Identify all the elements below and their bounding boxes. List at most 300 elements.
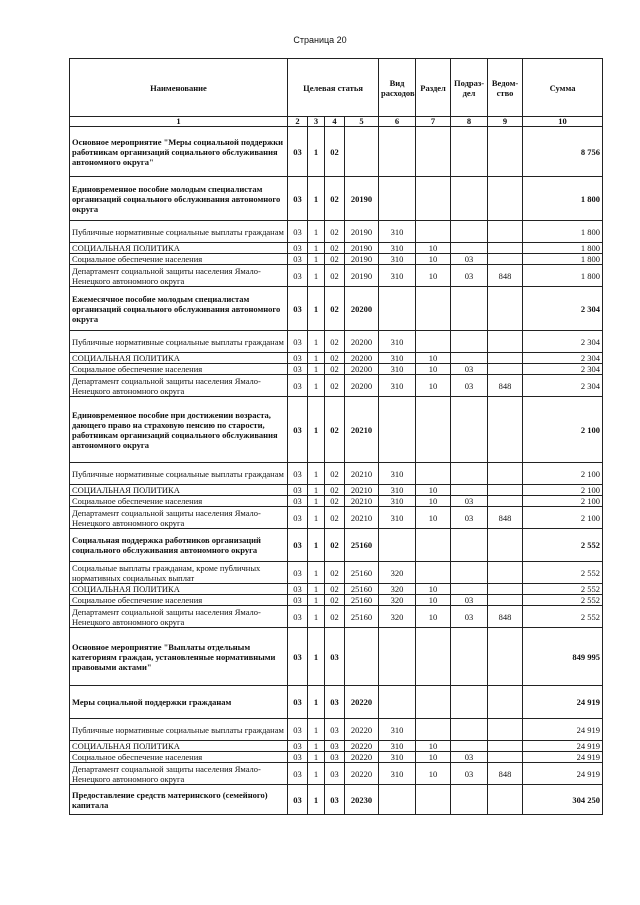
row-name: Социальное обеспечение населения xyxy=(70,364,288,375)
table-row xyxy=(70,485,603,496)
vedomstvo-cell xyxy=(488,529,523,562)
row-name: СОЦИАЛЬНАЯ ПОЛИТИКА xyxy=(70,741,288,752)
row-name: Социальная поддержка работников организаций социального обслуживания автономного округа xyxy=(70,529,288,562)
target-code-part: 03 xyxy=(288,364,308,375)
target-code-part: 1 xyxy=(308,375,325,397)
podrazdel-cell xyxy=(451,628,488,686)
target-code-part: 1 xyxy=(308,287,325,331)
row-name: СОЦИАЛЬНАЯ ПОЛИТИКА xyxy=(70,243,288,254)
target-code-part: 02 xyxy=(325,127,345,177)
vid-cell: 310 xyxy=(379,375,416,397)
target-code-part: 03 xyxy=(325,628,345,686)
table-row xyxy=(70,606,603,628)
row-name: Публичные нормативные социальные выплаты гражданам xyxy=(70,719,288,741)
razdel-cell xyxy=(416,177,451,221)
sum-cell: 1 800 xyxy=(523,221,603,243)
row-name: Социальные выплаты гражданам, кроме публичных нормативных социальных выплат xyxy=(70,562,288,584)
vid-cell: 320 xyxy=(379,595,416,606)
target-code-part: 03 xyxy=(288,353,308,364)
sum-cell: 24 919 xyxy=(523,719,603,741)
target-code-part: 03 xyxy=(288,719,308,741)
target-code-part: 02 xyxy=(325,287,345,331)
table-row xyxy=(70,353,603,364)
table-row xyxy=(70,686,603,719)
target-code-part: 20190 xyxy=(345,177,379,221)
vid-cell xyxy=(379,686,416,719)
target-code-part: 20220 xyxy=(345,686,379,719)
razdel-cell: 10 xyxy=(416,595,451,606)
razdel-cell: 10 xyxy=(416,364,451,375)
target-code-part: 1 xyxy=(308,353,325,364)
vid-cell xyxy=(379,397,416,463)
sum-cell: 2 100 xyxy=(523,485,603,496)
target-code-part: 03 xyxy=(288,529,308,562)
razdel-cell: 10 xyxy=(416,496,451,507)
target-code-part: 03 xyxy=(325,686,345,719)
target-code-part: 03 xyxy=(288,496,308,507)
razdel-cell xyxy=(416,221,451,243)
target-code-part: 03 xyxy=(325,741,345,752)
target-code-part: 03 xyxy=(288,177,308,221)
row-name: Основное мероприятие "Выплаты отдельным категориям граждан, установленные нормативными правовыми актами" xyxy=(70,628,288,686)
target-code-part: 02 xyxy=(325,364,345,375)
sum-cell: 24 919 xyxy=(523,686,603,719)
target-code-part: 1 xyxy=(308,785,325,815)
podrazdel-cell xyxy=(451,127,488,177)
podrazdel-cell: 03 xyxy=(451,752,488,763)
target-code-part: 20190 xyxy=(345,254,379,265)
razdel-cell: 10 xyxy=(416,507,451,529)
podrazdel-cell xyxy=(451,221,488,243)
vedomstvo-cell xyxy=(488,177,523,221)
razdel-cell xyxy=(416,331,451,353)
vid-cell xyxy=(379,287,416,331)
razdel-cell: 10 xyxy=(416,741,451,752)
target-code-part: 20210 xyxy=(345,507,379,529)
sum-cell: 8 756 xyxy=(523,127,603,177)
table-row xyxy=(70,496,603,507)
target-code-part: 03 xyxy=(288,584,308,595)
table-row xyxy=(70,265,603,287)
razdel-cell: 10 xyxy=(416,752,451,763)
budget-table xyxy=(69,58,603,815)
podrazdel-cell xyxy=(451,529,488,562)
sum-cell: 2 304 xyxy=(523,287,603,331)
target-code-part: 03 xyxy=(288,606,308,628)
table-row xyxy=(70,741,603,752)
podrazdel-cell xyxy=(451,485,488,496)
vedomstvo-cell xyxy=(488,485,523,496)
vid-cell: 310 xyxy=(379,221,416,243)
column-number-row xyxy=(70,117,603,127)
sum-cell: 2 100 xyxy=(523,397,603,463)
target-code-part: 1 xyxy=(308,752,325,763)
target-code-part: 1 xyxy=(308,331,325,353)
sum-cell: 1 800 xyxy=(523,265,603,287)
sum-cell: 2 100 xyxy=(523,507,603,529)
podrazdel-cell: 03 xyxy=(451,606,488,628)
target-code-part: 02 xyxy=(325,463,345,485)
razdel-cell: 10 xyxy=(416,353,451,364)
target-code-part: 03 xyxy=(325,763,345,785)
vedomstvo-cell: 848 xyxy=(488,763,523,785)
target-code-part: 02 xyxy=(325,529,345,562)
vedomstvo-cell xyxy=(488,353,523,364)
target-code-part: 1 xyxy=(308,221,325,243)
razdel-cell xyxy=(416,562,451,584)
vedomstvo-cell xyxy=(488,752,523,763)
vedomstvo-cell xyxy=(488,562,523,584)
razdel-cell: 10 xyxy=(416,606,451,628)
sum-cell: 24 919 xyxy=(523,741,603,752)
row-name: Социальное обеспечение населения xyxy=(70,752,288,763)
table-row xyxy=(70,287,603,331)
row-name: Ежемесячное пособие молодым специалистам организаций социального обслуживания автономного округа xyxy=(70,287,288,331)
vid-cell xyxy=(379,785,416,815)
target-code-part: 20200 xyxy=(345,375,379,397)
col-number: 1 xyxy=(70,117,288,127)
target-code-part: 03 xyxy=(325,719,345,741)
podrazdel-cell xyxy=(451,584,488,595)
podrazdel-cell xyxy=(451,243,488,254)
razdel-cell: 10 xyxy=(416,763,451,785)
table-row xyxy=(70,221,603,243)
razdel-cell xyxy=(416,785,451,815)
vedomstvo-cell: 848 xyxy=(488,265,523,287)
target-code-part: 03 xyxy=(288,221,308,243)
target-code-part: 1 xyxy=(308,529,325,562)
target-code-part: 20210 xyxy=(345,496,379,507)
table-row xyxy=(70,177,603,221)
sum-cell: 24 919 xyxy=(523,763,603,785)
vid-cell: 320 xyxy=(379,562,416,584)
razdel-cell xyxy=(416,686,451,719)
target-code-part: 02 xyxy=(325,375,345,397)
row-name: Департамент социальной защиты населения Ямало-Ненецкого автономного округа xyxy=(70,265,288,287)
target-code-part: 03 xyxy=(288,562,308,584)
razdel-cell: 10 xyxy=(416,584,451,595)
table-row xyxy=(70,243,603,254)
table-row xyxy=(70,331,603,353)
podrazdel-cell: 03 xyxy=(451,364,488,375)
table-row xyxy=(70,763,603,785)
podrazdel-cell: 03 xyxy=(451,507,488,529)
target-code-part: 20190 xyxy=(345,243,379,254)
podrazdel-cell xyxy=(451,353,488,364)
target-code-part: 03 xyxy=(288,741,308,752)
vid-cell xyxy=(379,127,416,177)
target-code-part: 02 xyxy=(325,485,345,496)
razdel-cell xyxy=(416,397,451,463)
vedomstvo-cell: 848 xyxy=(488,606,523,628)
target-code-part: 1 xyxy=(308,606,325,628)
page-header: Страница 20 xyxy=(293,35,347,45)
razdel-cell: 10 xyxy=(416,375,451,397)
target-code-part: 03 xyxy=(288,463,308,485)
podrazdel-cell: 03 xyxy=(451,265,488,287)
target-code-part: 1 xyxy=(308,507,325,529)
vedomstvo-cell xyxy=(488,686,523,719)
row-name: Социальное обеспечение населения xyxy=(70,496,288,507)
target-code-part: 03 xyxy=(288,265,308,287)
vedomstvo-cell xyxy=(488,741,523,752)
col-number: 4 xyxy=(325,117,345,127)
target-code-part: 02 xyxy=(325,606,345,628)
table-row xyxy=(70,595,603,606)
podrazdel-cell: 03 xyxy=(451,375,488,397)
target-code-part: 03 xyxy=(288,595,308,606)
table-body xyxy=(70,127,603,815)
podrazdel-cell xyxy=(451,287,488,331)
vedomstvo-cell xyxy=(488,364,523,375)
vid-cell: 310 xyxy=(379,243,416,254)
sum-cell: 849 995 xyxy=(523,628,603,686)
target-code-part: 20190 xyxy=(345,265,379,287)
vedomstvo-cell: 848 xyxy=(488,375,523,397)
row-name: Основное мероприятие "Меры социальной поддержки работникам организаций социального обслуживания автономного округа" xyxy=(70,127,288,177)
target-code-part: 20210 xyxy=(345,397,379,463)
header-row xyxy=(70,59,603,117)
row-name: Единовременное пособие молодым специалистам организаций социального обслуживания автономного округа xyxy=(70,177,288,221)
sum-cell: 1 800 xyxy=(523,177,603,221)
row-name: Социальное обеспечение населения xyxy=(70,254,288,265)
target-code-part: 03 xyxy=(288,127,308,177)
target-code-part: 20230 xyxy=(345,785,379,815)
podrazdel-cell xyxy=(451,562,488,584)
sum-cell: 304 250 xyxy=(523,785,603,815)
vedomstvo-cell xyxy=(488,397,523,463)
target-code-part: 02 xyxy=(325,243,345,254)
col-number: 5 xyxy=(345,117,379,127)
sum-cell: 2 100 xyxy=(523,496,603,507)
vedomstvo-cell xyxy=(488,127,523,177)
vedomstvo-cell xyxy=(488,254,523,265)
razdel-cell xyxy=(416,287,451,331)
sum-cell: 2 552 xyxy=(523,595,603,606)
razdel-cell xyxy=(416,463,451,485)
target-code-part: 02 xyxy=(325,584,345,595)
vid-cell: 310 xyxy=(379,364,416,375)
col-number: 3 xyxy=(308,117,325,127)
vid-cell xyxy=(379,529,416,562)
podrazdel-cell xyxy=(451,785,488,815)
target-code-part: 1 xyxy=(308,485,325,496)
target-code-part: 03 xyxy=(288,331,308,353)
target-code-part: 1 xyxy=(308,628,325,686)
vid-cell: 310 xyxy=(379,719,416,741)
target-code-part: 25160 xyxy=(345,595,379,606)
row-name: Публичные нормативные социальные выплаты гражданам xyxy=(70,463,288,485)
sum-cell: 24 919 xyxy=(523,752,603,763)
target-code-part: 03 xyxy=(288,752,308,763)
header-vedomstvo: Ведом-ство xyxy=(488,59,523,117)
target-code-part: 02 xyxy=(325,562,345,584)
target-code-part: 20200 xyxy=(345,331,379,353)
table-row xyxy=(70,562,603,584)
target-code-part: 25160 xyxy=(345,606,379,628)
vedomstvo-cell xyxy=(488,243,523,254)
target-code-part: 02 xyxy=(325,507,345,529)
razdel-cell: 10 xyxy=(416,485,451,496)
vedomstvo-cell xyxy=(488,719,523,741)
podrazdel-cell xyxy=(451,686,488,719)
target-code-part: 20210 xyxy=(345,463,379,485)
vid-cell xyxy=(379,177,416,221)
razdel-cell: 10 xyxy=(416,265,451,287)
podrazdel-cell: 03 xyxy=(451,595,488,606)
row-name: Публичные нормативные социальные выплаты гражданам xyxy=(70,221,288,243)
razdel-cell xyxy=(416,628,451,686)
target-code-part: 03 xyxy=(288,628,308,686)
row-name: Департамент социальной защиты населения Ямало-Ненецкого автономного округа xyxy=(70,507,288,529)
target-code-part: 20200 xyxy=(345,364,379,375)
target-code-part: 03 xyxy=(325,752,345,763)
sum-cell: 2 304 xyxy=(523,375,603,397)
vid-cell: 310 xyxy=(379,507,416,529)
row-name: СОЦИАЛЬНАЯ ПОЛИТИКА xyxy=(70,353,288,364)
target-code-part: 25160 xyxy=(345,584,379,595)
row-name: Департамент социальной защиты населения Ямало-Ненецкого автономного округа xyxy=(70,763,288,785)
row-name: Меры социальной поддержки гражданам xyxy=(70,686,288,719)
table-row xyxy=(70,127,603,177)
target-code-part: 03 xyxy=(288,287,308,331)
target-code-part: 1 xyxy=(308,397,325,463)
sum-cell: 2 304 xyxy=(523,364,603,375)
target-code-part: 20200 xyxy=(345,353,379,364)
podrazdel-cell xyxy=(451,719,488,741)
target-code-part: 02 xyxy=(325,254,345,265)
header-podrazdel: Подраз-дел xyxy=(451,59,488,117)
podrazdel-cell xyxy=(451,463,488,485)
target-code-part: 03 xyxy=(288,763,308,785)
table-row xyxy=(70,529,603,562)
target-code-part: 03 xyxy=(288,485,308,496)
vid-cell: 310 xyxy=(379,463,416,485)
razdel-cell xyxy=(416,529,451,562)
vedomstvo-cell xyxy=(488,785,523,815)
target-code-part: 1 xyxy=(308,254,325,265)
target-code-part: 02 xyxy=(325,353,345,364)
col-number: 8 xyxy=(451,117,488,127)
target-code-part: 03 xyxy=(288,397,308,463)
target-code-part: 25160 xyxy=(345,562,379,584)
target-code-part: 03 xyxy=(288,243,308,254)
row-name: Департамент социальной защиты населения Ямало-Ненецкого автономного округа xyxy=(70,375,288,397)
vid-cell: 310 xyxy=(379,741,416,752)
target-code-part: 02 xyxy=(325,397,345,463)
vedomstvo-cell xyxy=(488,496,523,507)
target-code-part: 1 xyxy=(308,265,325,287)
table-row xyxy=(70,785,603,815)
sum-cell: 2 304 xyxy=(523,353,603,364)
sum-cell: 2 552 xyxy=(523,529,603,562)
sum-cell: 2 552 xyxy=(523,584,603,595)
vedomstvo-cell: 848 xyxy=(488,507,523,529)
row-name: Предоставление средств материнского (семейного) капитала xyxy=(70,785,288,815)
header-name: Наименование xyxy=(70,59,288,117)
target-code-part: 02 xyxy=(325,331,345,353)
header-summa: Сумма xyxy=(523,59,603,117)
target-code-part: 20220 xyxy=(345,719,379,741)
target-code-part: 1 xyxy=(308,584,325,595)
target-code-part: 1 xyxy=(308,686,325,719)
target-code-part: 03 xyxy=(288,507,308,529)
podrazdel-cell xyxy=(451,741,488,752)
row-name: Социальное обеспечение населения xyxy=(70,595,288,606)
vid-cell: 320 xyxy=(379,606,416,628)
vid-cell: 310 xyxy=(379,353,416,364)
razdel-cell: 10 xyxy=(416,254,451,265)
col-number: 7 xyxy=(416,117,451,127)
target-code-part: 02 xyxy=(325,496,345,507)
target-code-part: 02 xyxy=(325,177,345,221)
razdel-cell xyxy=(416,719,451,741)
target-code-part: 1 xyxy=(308,127,325,177)
vid-cell: 310 xyxy=(379,496,416,507)
target-code-part: 20210 xyxy=(345,485,379,496)
table-row xyxy=(70,364,603,375)
row-name: СОЦИАЛЬНАЯ ПОЛИТИКА xyxy=(70,584,288,595)
target-code-part xyxy=(345,127,379,177)
target-code-part: 20220 xyxy=(345,763,379,785)
razdel-cell: 10 xyxy=(416,243,451,254)
target-code-part: 03 xyxy=(288,254,308,265)
target-code-part: 03 xyxy=(288,375,308,397)
target-code-part: 20190 xyxy=(345,221,379,243)
table-row xyxy=(70,628,603,686)
target-code-part: 02 xyxy=(325,265,345,287)
target-code-part: 25160 xyxy=(345,529,379,562)
target-code-part: 1 xyxy=(308,496,325,507)
col-number: 2 xyxy=(288,117,308,127)
razdel-cell xyxy=(416,127,451,177)
sum-cell: 2 100 xyxy=(523,463,603,485)
target-code-part: 20220 xyxy=(345,741,379,752)
target-code-part: 03 xyxy=(288,785,308,815)
vid-cell: 310 xyxy=(379,763,416,785)
vid-cell: 310 xyxy=(379,485,416,496)
vid-cell: 320 xyxy=(379,584,416,595)
target-code-part: 20220 xyxy=(345,752,379,763)
table-row xyxy=(70,375,603,397)
podrazdel-cell: 03 xyxy=(451,763,488,785)
vid-cell: 310 xyxy=(379,265,416,287)
target-code-part: 02 xyxy=(325,221,345,243)
target-code-part: 03 xyxy=(288,686,308,719)
target-code-part xyxy=(345,628,379,686)
target-code-part: 1 xyxy=(308,741,325,752)
vedomstvo-cell xyxy=(488,221,523,243)
table-row xyxy=(70,463,603,485)
target-code-part: 02 xyxy=(325,595,345,606)
vid-cell: 310 xyxy=(379,254,416,265)
header-vid: Вид расходов xyxy=(379,59,416,117)
podrazdel-cell xyxy=(451,177,488,221)
vedomstvo-cell xyxy=(488,331,523,353)
row-name: Департамент социальной защиты населения Ямало-Ненецкого автономного округа xyxy=(70,606,288,628)
table-row xyxy=(70,397,603,463)
header-target: Целевая статья xyxy=(288,59,379,117)
target-code-part: 1 xyxy=(308,177,325,221)
target-code-part: 1 xyxy=(308,595,325,606)
podrazdel-cell: 03 xyxy=(451,496,488,507)
target-code-part: 1 xyxy=(308,719,325,741)
sum-cell: 2 552 xyxy=(523,562,603,584)
table-row xyxy=(70,254,603,265)
row-name: Единовременное пособие при достижении возраста, дающего право на страховую пенсию по старости, работникам организаций социального обслуживания автономного округа xyxy=(70,397,288,463)
target-code-part: 20200 xyxy=(345,287,379,331)
podrazdel-cell: 03 xyxy=(451,254,488,265)
